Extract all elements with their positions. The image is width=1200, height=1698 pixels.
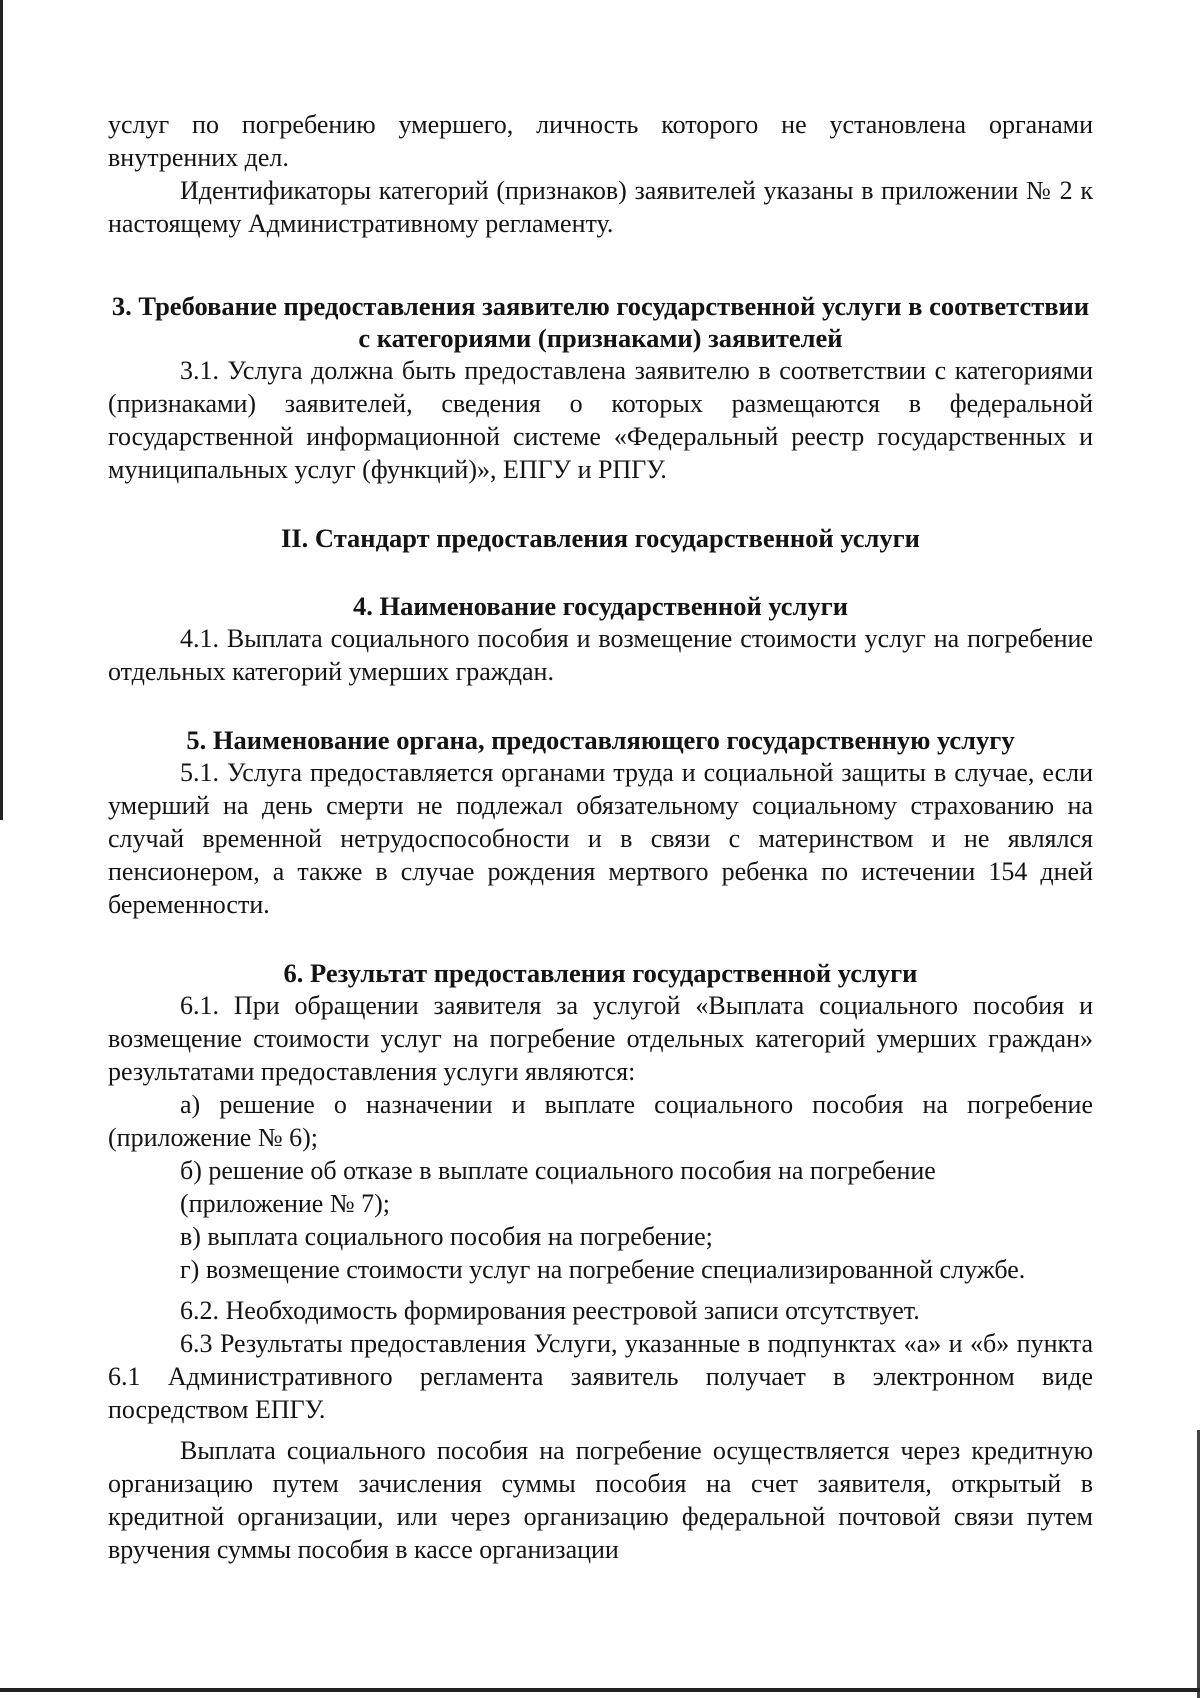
heading-part-ii: II. Стандарт предоставления государственной услуги: [281, 523, 920, 553]
paragraph-6-1: 6.1. При обращении заявителя за услугой «Выплата социального пособия и возмещение стоимости услуг на погребение отдельных категорий умерших граждан» результатами предоставления услуги являются:: [108, 991, 1093, 1086]
paragraph-4-1: 4.1. Выплата социального пособия и возмещение стоимости услуг на погребение отдельных категорий умерших граждан.: [108, 624, 1093, 686]
paragraph-6-2: 6.2. Необходимость формирования реестровой записи отсутствует.: [180, 1296, 920, 1325]
list-item-a: а) решение о назначении и выплате социального пособия на погребение (приложение № 6);: [108, 1090, 1093, 1152]
list-item-b-continuation: (приложение № 7);: [180, 1189, 391, 1218]
heading-section-6: 6. Результат предоставления государственной услуги: [283, 958, 918, 988]
scan-edge-left: [0, 0, 3, 820]
list-item-v: в) выплата социального пособия на погребение;: [180, 1222, 713, 1251]
paragraph-3-1: 3.1. Услуга должна быть предоставлена заявителю в соответствии с категориями (признаками) заявителей, сведения о которых размещаются в федеральной государственной информационной системе «Федеральный реестр государственных и муниципальных услуг (функций)», ЕПГУ и РПГУ.: [108, 356, 1093, 484]
list-item-b: б) решение об отказе в выплате социального пособия на погребение: [180, 1156, 936, 1185]
paragraph-payment: Выплата социального пособия на погребение осуществляется через кредитную организацию путем зачисления суммы пособия на счет заявителя, открытый в кредитной организации, или через организацию федеральной почтовой связи путем вручения суммы пособия в кассе организации: [108, 1436, 1093, 1564]
heading-section-5: 5. Наименование органа, предоставляющего государственную услугу: [186, 725, 1015, 755]
heading-section-4: 4. Наименование государственной услуги: [353, 591, 848, 621]
heading-section-3: 3. Требование предоставления заявителю государственной услуги в соответствии с категориями (признаками) заявителей: [111, 291, 1090, 353]
paragraph-6-3: 6.3 Результаты предоставления Услуги, указанные в подпунктах «а» и «б» пункта 6.1 Административного регламента заявитель получает в электронном виде посредством ЕПГУ.: [108, 1329, 1093, 1424]
document-body: [108, 108, 1093, 1566]
paragraph-identifiers: Идентификаторы категорий (признаков) заявителей указаны в приложении № 2 к настоящему Административному регламенту.: [108, 176, 1093, 238]
scan-edge-bottom: [0, 1688, 1200, 1692]
paragraph-5-1: 5.1. Услуга предоставляется органами труда и социальной защиты в случае, если умерший на день смерти не подлежал обязательному социальному страхованию на случай временной нетрудоспособности и в связи с материнством и не являлся пенсионером, а также в случае рождения мертвого ребенка по истечении 154 дней беременности.: [108, 758, 1093, 919]
paragraph-continuation: услуг по погребению умершего, личность которого не установлена органами внутренних дел.: [108, 110, 1093, 172]
list-item-g: г) возмещение стоимости услуг на погребение специализированной службе.: [180, 1255, 1026, 1284]
